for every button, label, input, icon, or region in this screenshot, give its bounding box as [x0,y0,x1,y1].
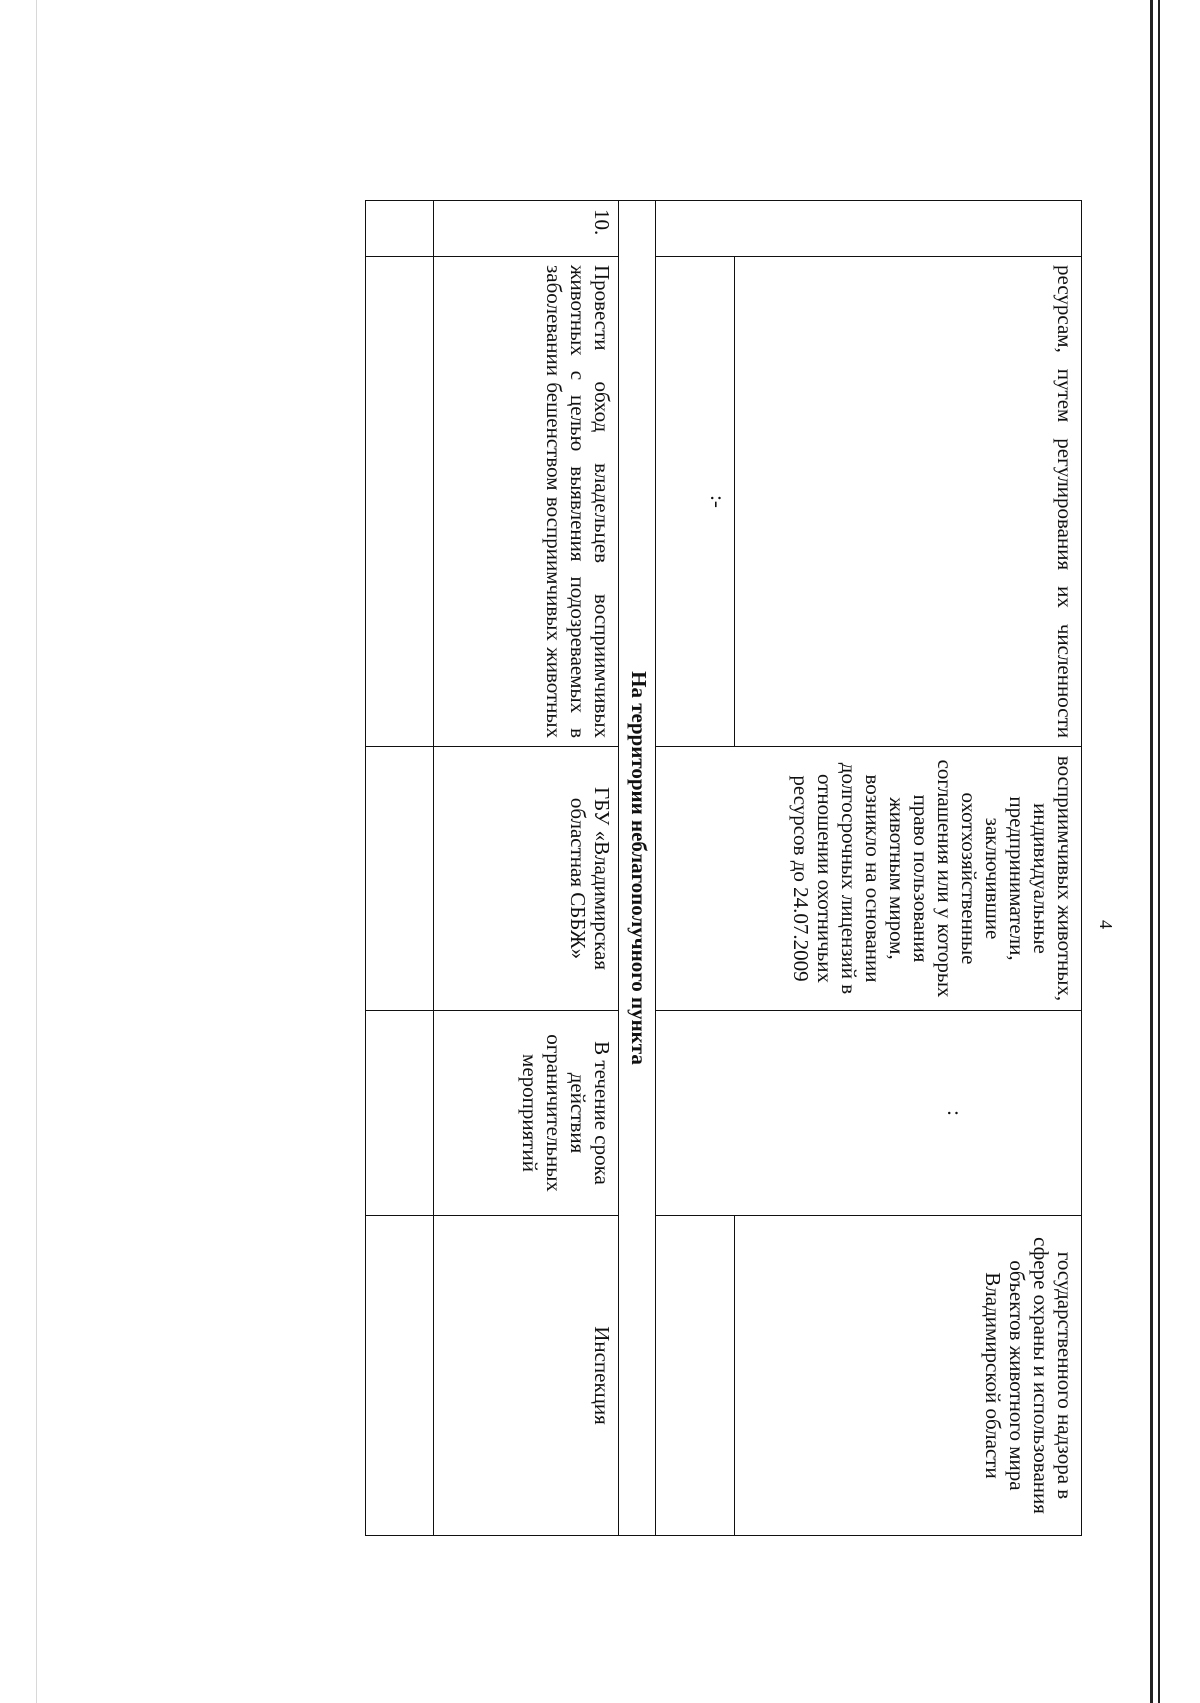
executor-text: восприимчивых животных, индивидуальные предприниматели, заключившие охотхозяйственные соглашения или у которых право пользования животным миром, возникло на основании долгосрочных лицензий в отношении охотничьих ресурсов до 24.07.2009 [789,755,1077,1002]
activity-cell [735,257,1082,747]
table-row [366,201,434,1536]
term-cell [366,1011,434,1216]
responsible-cell [655,1216,735,1536]
responsible-cell [735,1216,1082,1536]
number-cell: 10. [434,201,618,257]
number-cell [655,201,1081,257]
scan-edge-line [1150,0,1153,1703]
responsible-text: государственного надзора в сфере охраны и использования объектов животного мира Владимирской области [981,1237,1077,1514]
responsible-cell [366,1216,434,1536]
activity-cell [434,257,618,747]
activity-cell [655,257,735,747]
activity-cell [366,257,434,747]
term-mark: : [943,1110,967,1116]
number-cell [366,201,434,257]
executor-cell [366,747,434,1011]
rotated-page-content [365,200,1116,1535]
section-header-row [618,201,655,1536]
measures-table [365,200,1082,1536]
executor-cell [655,747,1081,1011]
table-row [434,201,618,1536]
scan-edge-line [1158,0,1160,1703]
activity-text: Провести обход владельцев восприимчивых животных с целью выявления подозреваемых в заболевании бешенством восприимчивых животных [541,265,614,738]
table-row [735,201,1082,1536]
term-cell: В течение срока действия ограничительных мероприятий [434,1011,618,1216]
term-cell [655,1011,1081,1216]
section-title: На территории неблагополучного пункта [618,201,655,1536]
activity-mark: :- [706,495,731,508]
responsible-cell: Инспекция [434,1216,618,1536]
page-number: 4 [1096,920,1116,929]
scan-noise-line [36,0,37,1703]
executor-cell: ГБУ «Владимирская областная СББЖ» [434,747,618,1011]
activity-text: ресурсам, путем регулирования их численности [1053,265,1077,738]
